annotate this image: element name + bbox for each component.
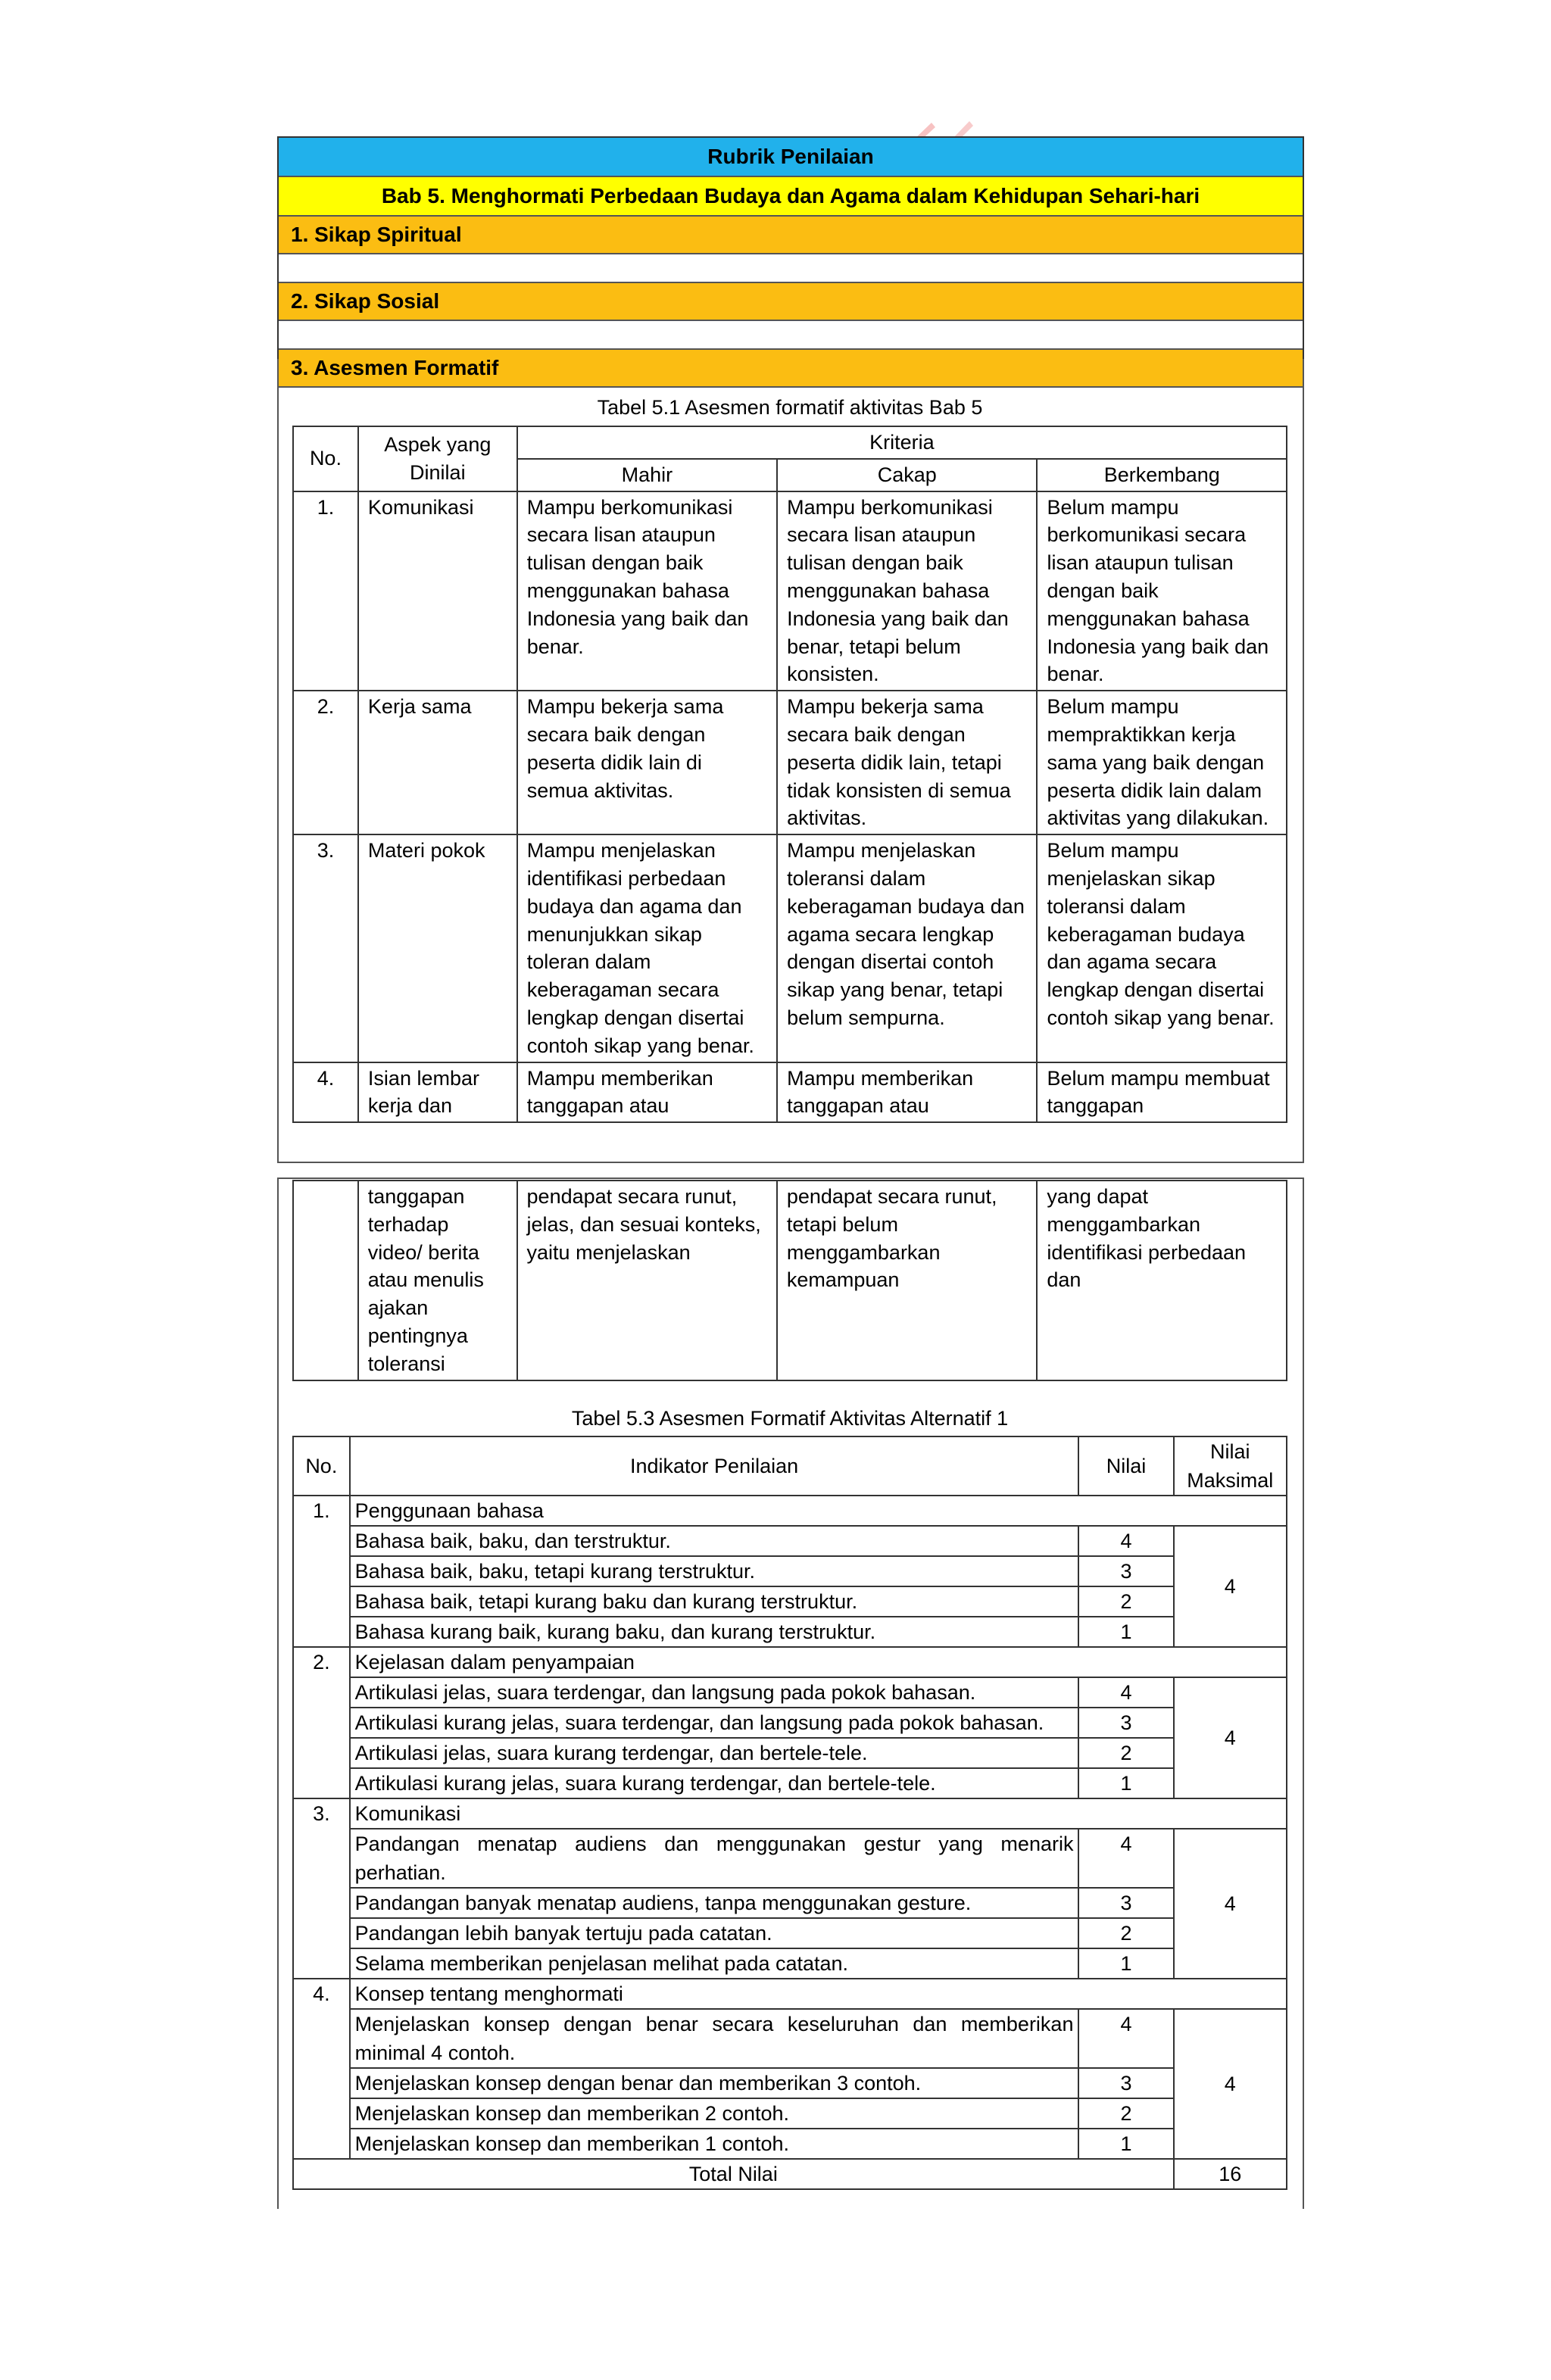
row-mahir: Mampu menjelaskan identifikasi perbedaan budaya dan agama dan menunjukkan sikap toleran dalam keberagaman secara lengkap dengan disertai contoh sikap yang benar. bbox=[517, 834, 777, 1062]
table-row bbox=[293, 834, 1287, 1062]
rubric-title: Rubrik Penilaian bbox=[279, 138, 1303, 177]
table-row bbox=[293, 1829, 1287, 1888]
indicator-value: 4 bbox=[1078, 1526, 1173, 1556]
indicator-value: 2 bbox=[1078, 2098, 1173, 2129]
indicator-text: Menjelaskan konsep dengan benar dan memberikan 3 contoh. bbox=[350, 2068, 1079, 2098]
table-row bbox=[293, 1617, 1287, 1647]
indicator-text: Artikulasi jelas, suara kurang terdengar, dan bertele-tele. bbox=[350, 1738, 1079, 1768]
table-row bbox=[293, 1918, 1287, 1948]
group-max: 4 bbox=[1174, 1677, 1287, 1798]
row-mahir: Mampu memberikan tanggapan atau bbox=[517, 1062, 777, 1123]
indicator-text: Bahasa baik, tetapi kurang baku dan kurang terstruktur. bbox=[350, 1586, 1079, 1617]
table53-group-row bbox=[293, 1979, 1287, 2009]
table-row bbox=[293, 1948, 1287, 1979]
row-berkembang: Belum mampu mempraktikkan kerja sama yang baik dengan peserta didik lain dalam aktivitas yang dilakukan. bbox=[1037, 691, 1287, 834]
row-berkembang: yang dapat menggambarkan identifikasi perbedaan dan bbox=[1037, 1181, 1287, 1380]
row-cakap: Mampu berkomunikasi secara lisan ataupun tulisan dengan baik menggunakan bahasa Indonesia yang baik dan benar, tetapi belum konsisten. bbox=[777, 491, 1037, 691]
row-no: 3. bbox=[293, 834, 358, 1062]
indicator-text: Pandangan banyak menatap audiens, tanpa menggunakan gesture. bbox=[350, 1888, 1079, 1918]
group-title: Kejelasan dalam penyampaian bbox=[350, 1647, 1287, 1677]
row-no bbox=[293, 1181, 358, 1380]
table51-col-aspect: Aspek yang Dinilai bbox=[358, 426, 517, 491]
table51-col-mahir: Mahir bbox=[517, 459, 777, 491]
indicator-text: Artikulasi jelas, suara terdengar, dan langsung pada pokok bahasan. bbox=[350, 1677, 1079, 1708]
indicator-value: 3 bbox=[1078, 1556, 1173, 1586]
row-cakap: Mampu menjelaskan toleransi dalam keberagaman budaya dan agama secara lengkap dengan disertai contoh sikap yang benar, tetapi belum sempurna. bbox=[777, 834, 1037, 1062]
indicator-value: 1 bbox=[1078, 1948, 1173, 1979]
table-row bbox=[293, 691, 1287, 834]
table53-header-row bbox=[293, 1436, 1287, 1496]
indicator-value: 2 bbox=[1078, 1918, 1173, 1948]
chapter-title: Bab 5. Menghormati Perbedaan Budaya dan Agama dalam Kehidupan Sehari-hari bbox=[279, 177, 1303, 217]
indicator-text: Menjelaskan konsep dengan benar secara keseluruhan dan memberikan minimal 4 contoh. bbox=[350, 2009, 1079, 2068]
table51-col-berkembang: Berkembang bbox=[1037, 459, 1287, 491]
row-aspect: tanggapan terhadap video/ berita atau menulis ajakan pentingnya toleransi bbox=[358, 1181, 517, 1380]
row-mahir: Mampu berkomunikasi secara lisan ataupun tulisan dengan baik menggunakan bahasa Indonesia yang baik dan benar. bbox=[517, 491, 777, 691]
table-row bbox=[293, 1526, 1287, 1556]
table-row bbox=[293, 1586, 1287, 1617]
group-no: 3. bbox=[293, 1798, 350, 1979]
row-berkembang: Belum mampu berkomunikasi secara lisan ataupun tulisan dengan baik menggunakan bahasa Indonesia yang baik dan benar. bbox=[1037, 491, 1287, 691]
table53-col-max: Nilai Maksimal bbox=[1174, 1436, 1287, 1496]
table53-group-row bbox=[293, 1798, 1287, 1829]
section-formatif: 3. Asesmen Formatif bbox=[279, 350, 1303, 388]
section-spiritual-body bbox=[279, 254, 1303, 283]
row-berkembang: Belum mampu menjelaskan sikap toleransi dalam keberagaman budaya dan agama secara lengkap dengan disertai contoh sikap yang benar. bbox=[1037, 834, 1287, 1062]
table51-header-row bbox=[293, 426, 1287, 459]
table-row bbox=[293, 2068, 1287, 2098]
row-aspect: Komunikasi bbox=[358, 491, 517, 691]
table-row bbox=[293, 1556, 1287, 1586]
group-max: 4 bbox=[1174, 1526, 1287, 1647]
table53-group-row bbox=[293, 1496, 1287, 1526]
table53-col-no: No. bbox=[293, 1436, 350, 1496]
row-cakap: Mampu bekerja sama secara baik dengan peserta didik lain, tetapi tidak konsisten di semua aktivitas. bbox=[777, 691, 1037, 834]
section-sosial: 2. Sikap Sosial bbox=[279, 283, 1303, 321]
indicator-text: Artikulasi kurang jelas, suara terdengar, dan langsung pada pokok bahasan. bbox=[350, 1708, 1079, 1738]
table-row bbox=[293, 2098, 1287, 2129]
table51-col-cakap: Cakap bbox=[777, 459, 1037, 491]
row-aspect: Materi pokok bbox=[358, 834, 517, 1062]
row-mahir: pendapat secara runut, jelas, dan sesuai konteks, yaitu menjelaskan bbox=[517, 1181, 777, 1380]
row-no: 4. bbox=[293, 1062, 358, 1123]
table-5-3 bbox=[292, 1436, 1287, 2190]
indicator-value: 2 bbox=[1078, 1586, 1173, 1617]
group-title: Penggunaan bahasa bbox=[350, 1496, 1287, 1526]
group-no: 4. bbox=[293, 1979, 350, 2159]
table-5-1-continued bbox=[292, 1180, 1287, 1381]
indicator-text: Artikulasi kurang jelas, suara kurang terdengar, dan bertele-tele. bbox=[350, 1768, 1079, 1798]
group-max: 4 bbox=[1174, 2009, 1287, 2159]
section-spiritual: 1. Sikap Spiritual bbox=[279, 217, 1303, 254]
table-row bbox=[293, 1677, 1287, 1708]
indicator-text: Pandangan menatap audiens dan menggunakan gestur yang menarik perhatian. bbox=[350, 1829, 1079, 1888]
row-aspect: Isian lembar kerja dan bbox=[358, 1062, 517, 1123]
indicator-value: 1 bbox=[1078, 1617, 1173, 1647]
table51-caption: Tabel 5.1 Asesmen formatif aktivitas Bab 5 bbox=[597, 396, 983, 419]
indicator-text: Menjelaskan konsep dan memberikan 1 contoh. bbox=[350, 2129, 1079, 2159]
row-cakap: Mampu memberikan tanggapan atau bbox=[777, 1062, 1037, 1123]
indicator-text: Menjelaskan konsep dan memberikan 2 contoh. bbox=[350, 2098, 1079, 2129]
indicator-value: 3 bbox=[1078, 1888, 1173, 1918]
indicator-text: Pandangan lebih banyak tertuju pada catatan. bbox=[350, 1918, 1079, 1948]
table-row bbox=[293, 2009, 1287, 2068]
table51-col-criteria: Kriteria bbox=[517, 426, 1287, 459]
group-no: 1. bbox=[293, 1496, 350, 1647]
rubric-header bbox=[277, 136, 1304, 388]
total-value: 16 bbox=[1174, 2159, 1287, 2189]
row-cakap: pendapat secara runut, tetapi belum menggambarkan kemampuan bbox=[777, 1181, 1038, 1380]
row-aspect: Kerja sama bbox=[358, 691, 517, 834]
indicator-value: 4 bbox=[1078, 1829, 1173, 1888]
group-max: 4 bbox=[1174, 1829, 1287, 1979]
table-row bbox=[293, 1708, 1287, 1738]
table-5-1 bbox=[292, 426, 1287, 1123]
section-sosial-body bbox=[279, 321, 1303, 350]
row-berkembang: Belum mampu membuat tanggapan bbox=[1037, 1062, 1287, 1123]
indicator-text: Bahasa baik, baku, dan terstruktur. bbox=[350, 1526, 1079, 1556]
table-row bbox=[293, 1768, 1287, 1798]
table-row bbox=[293, 1738, 1287, 1768]
group-no: 2. bbox=[293, 1647, 350, 1798]
indicator-value: 1 bbox=[1078, 2129, 1173, 2159]
indicator-value: 1 bbox=[1078, 1768, 1173, 1798]
indicator-text: Selama memberikan penjelasan melihat pada catatan. bbox=[350, 1948, 1079, 1979]
indicator-value: 3 bbox=[1078, 1708, 1173, 1738]
table53-col-value: Nilai bbox=[1078, 1436, 1173, 1496]
indicator-value: 3 bbox=[1078, 2068, 1173, 2098]
indicator-text: Bahasa baik, baku, tetapi kurang terstruktur. bbox=[350, 1556, 1079, 1586]
table-row bbox=[293, 1181, 1287, 1380]
table53-total-row bbox=[293, 2159, 1287, 2189]
total-label: Total Nilai bbox=[293, 2159, 1174, 2189]
group-title: Konsep tentang menghormati bbox=[350, 1979, 1287, 2009]
indicator-value: 4 bbox=[1078, 1677, 1173, 1708]
table-row bbox=[293, 2129, 1287, 2159]
table53-caption: Tabel 5.3 Asesmen Formatif Aktivitas Alternatif 1 bbox=[571, 1407, 1009, 1430]
table-row bbox=[293, 1062, 1287, 1123]
row-mahir: Mampu bekerja sama secara baik dengan peserta didik lain di semua aktivitas. bbox=[517, 691, 777, 834]
row-no: 2. bbox=[293, 691, 358, 834]
table51-col-no: No. bbox=[293, 426, 358, 491]
group-title: Komunikasi bbox=[350, 1798, 1287, 1829]
table53-col-indicator: Indikator Penilaian bbox=[350, 1436, 1079, 1496]
indicator-text: Bahasa kurang baik, kurang baku, dan kurang terstruktur. bbox=[350, 1617, 1079, 1647]
table-row bbox=[293, 1888, 1287, 1918]
table-row bbox=[293, 491, 1287, 691]
row-no: 1. bbox=[293, 491, 358, 691]
indicator-value: 2 bbox=[1078, 1738, 1173, 1768]
table53-group-row bbox=[293, 1647, 1287, 1677]
indicator-value: 4 bbox=[1078, 2009, 1173, 2068]
